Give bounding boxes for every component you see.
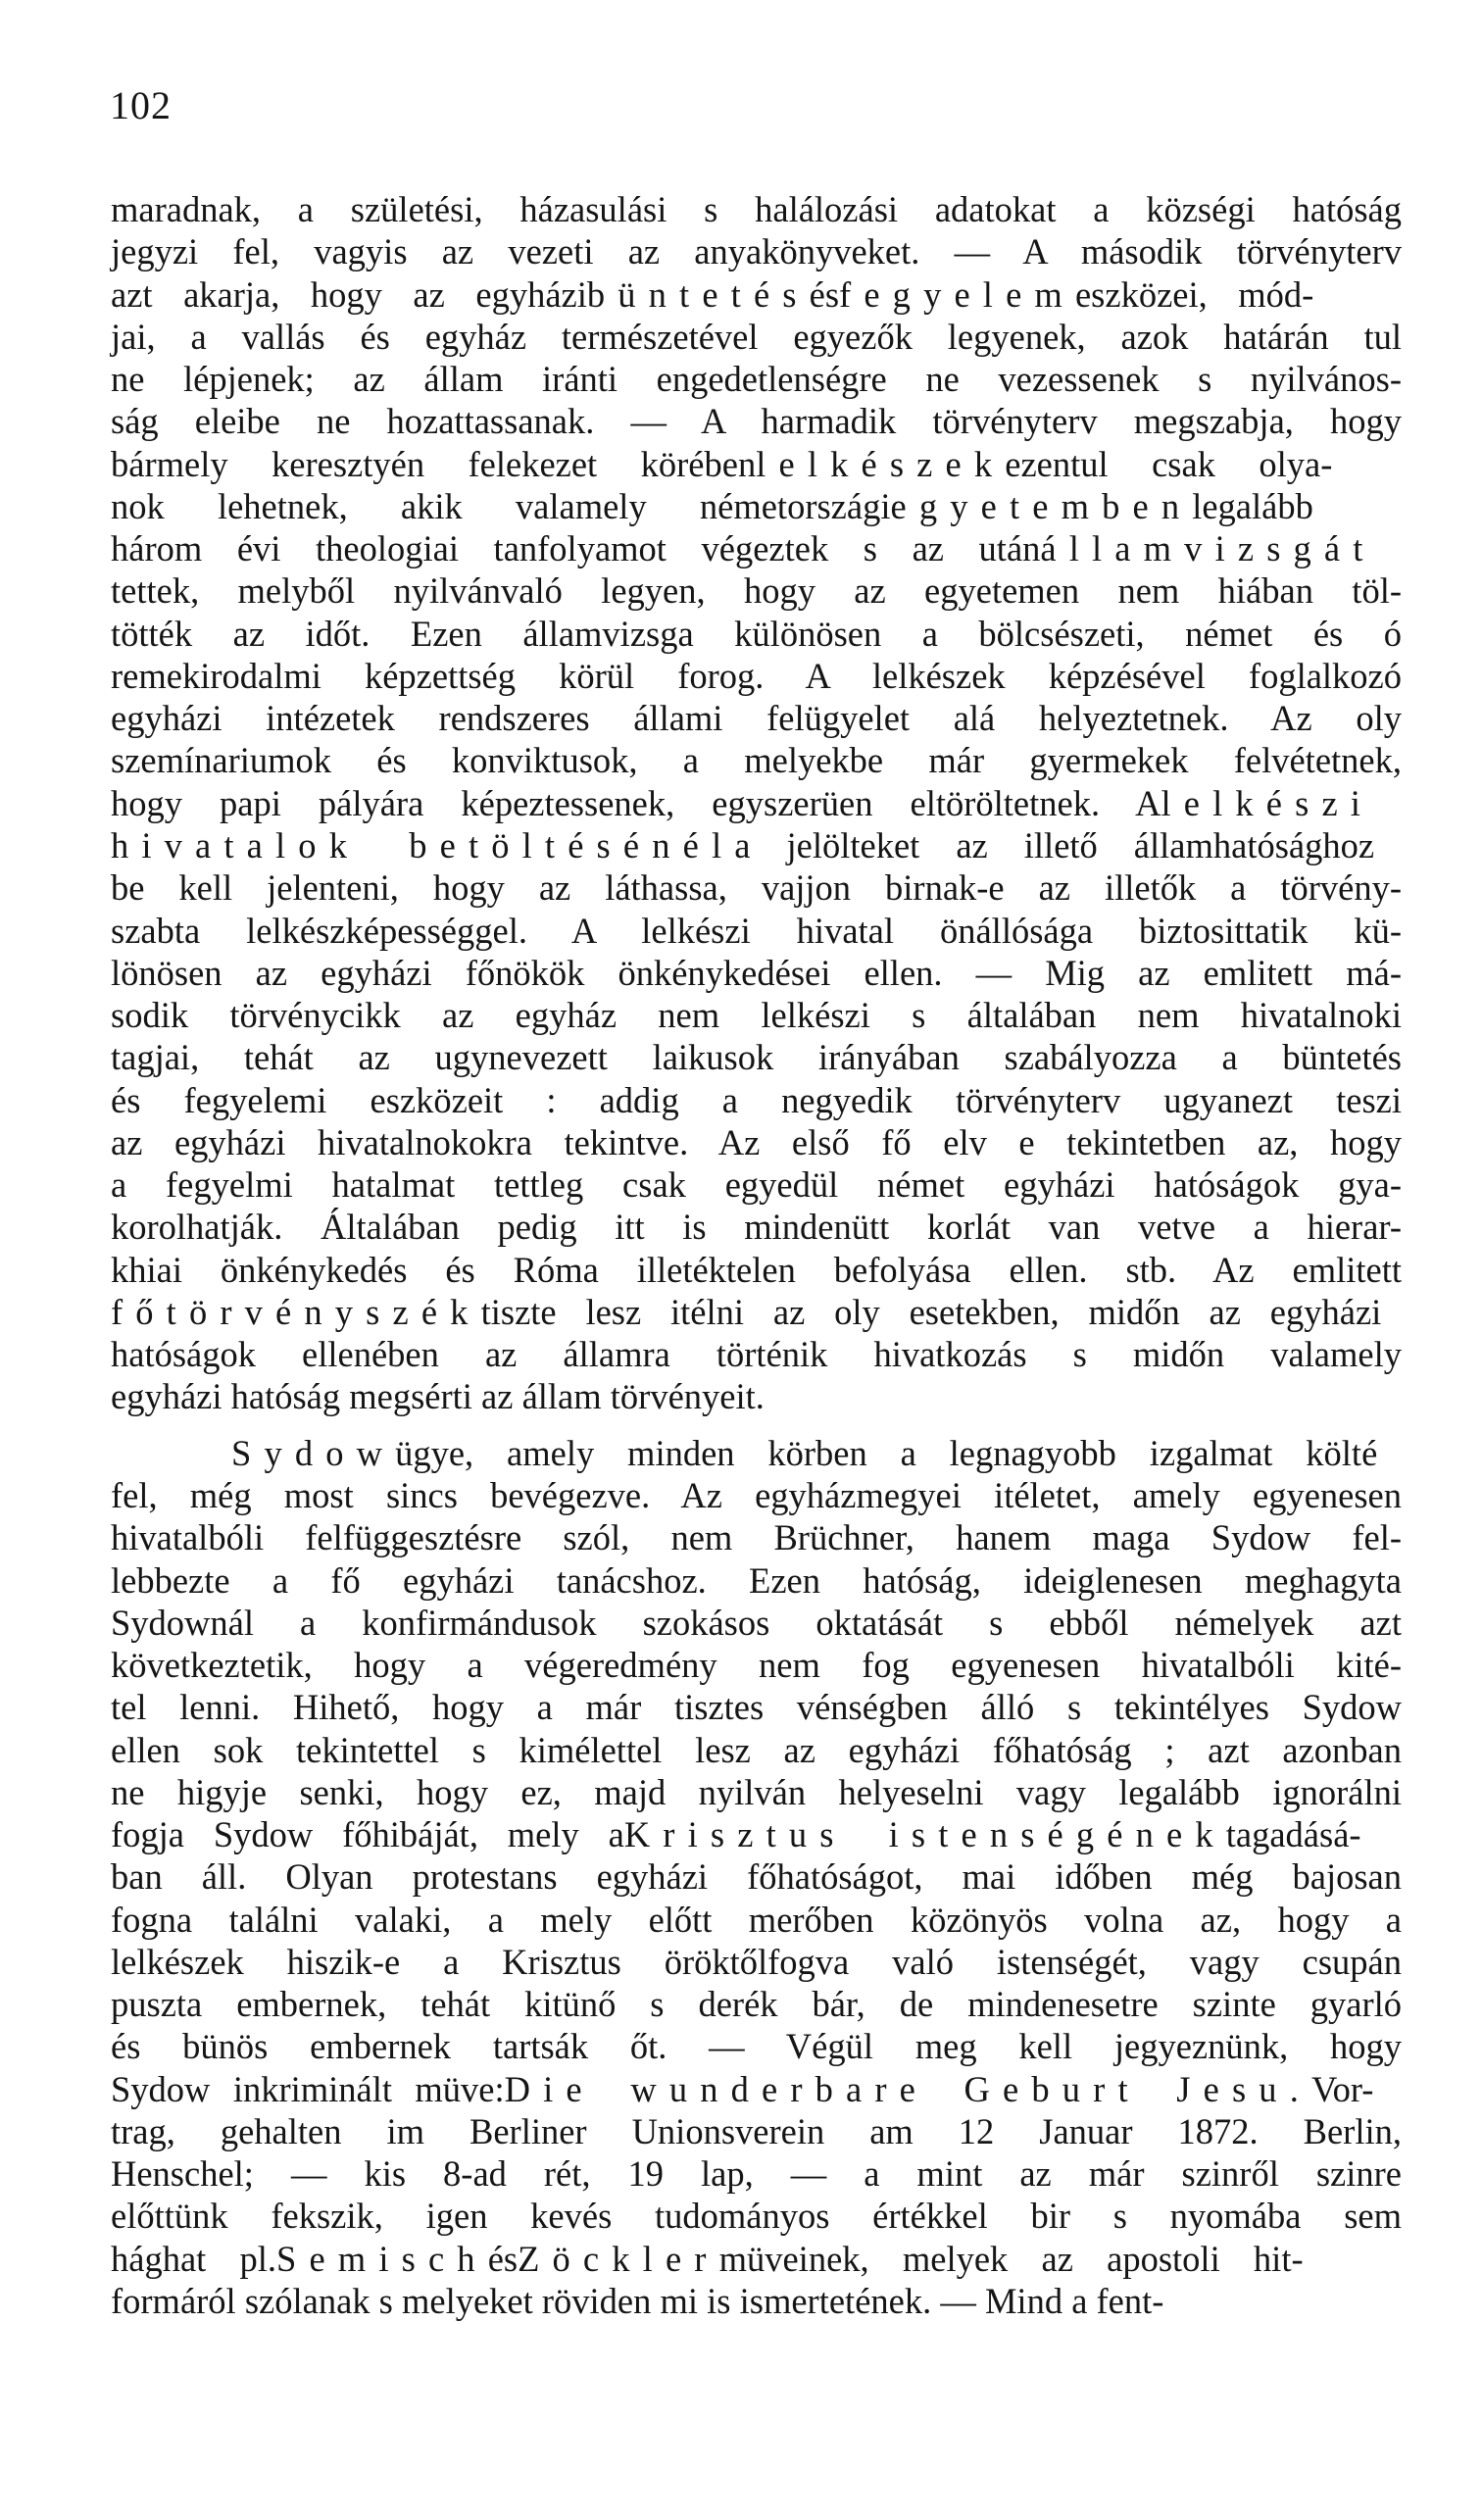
text-run: remekirodalmi képzettség körül forog. A lelkészek képzésével foglalkozó bbox=[111, 655, 1402, 696]
text-run: egyházi hatóság megsérti az állam törvényeit. bbox=[111, 1376, 765, 1417]
spaced-emphasis: államvizsgát bbox=[1040, 528, 1376, 569]
spaced-emphasis: hivatalok betöltésénél bbox=[111, 824, 735, 865]
text-run: tötték az időt. Ezen államvizsga különösen a bölcsészeti, német és ó bbox=[111, 613, 1402, 654]
text-run: Sydow inkriminált müve: bbox=[111, 2068, 505, 2109]
text-run: három évi theologiai tanfolyamot végeztek s az után bbox=[111, 528, 1041, 569]
text-line bbox=[111, 400, 1402, 442]
text-line bbox=[111, 316, 1402, 358]
text-run: tiszte lesz itélni az oly esetekben, midőn az egyházi bbox=[480, 1291, 1382, 1332]
text-line bbox=[111, 1474, 1402, 1516]
spaced-emphasis: főtörvényszék bbox=[111, 1291, 481, 1332]
text-line bbox=[111, 1899, 1402, 1941]
text-line bbox=[111, 1729, 1402, 1771]
text-run: az egyházi hivatalnokokra tekintve. Az első fő elv e tekintetben az, hogy bbox=[111, 1121, 1402, 1162]
text-line bbox=[111, 2195, 1402, 2237]
text-run: puszta embernek, tehát kitünő s derék bár, de mindenesetre szinte gyarló bbox=[111, 1984, 1402, 2025]
text-line bbox=[111, 1559, 1402, 1602]
spaced-emphasis: büntetés bbox=[586, 273, 810, 315]
text-line bbox=[111, 866, 1402, 909]
text-run: Sydownál a konfirmándusok szokásos oktatását s ebből némelyek azt bbox=[111, 1602, 1402, 1643]
text-run: tagjai, tehát az ugynevezett laikusok irányában szabályozza a büntetés bbox=[111, 1037, 1402, 1078]
spaced-emphasis: lelkészi bbox=[1161, 782, 1374, 823]
text-run: korolhatják. Általában pedig itt is mindenütt korlát van vetve a hierar- bbox=[111, 1207, 1402, 1248]
text-run: ne lépjenek; az állam iránti engedetlenségre ne vezessenek s nyilvános- bbox=[111, 359, 1402, 400]
text-line bbox=[111, 1983, 1402, 2025]
text-run: trag, gehalten im Berliner Unionsverein am 12 Januar 1872. Berlin, bbox=[111, 2110, 1402, 2151]
text-line bbox=[111, 273, 1402, 316]
text-run: azt akarja, hogy az egyházi bbox=[111, 273, 587, 315]
text-line bbox=[111, 824, 1402, 866]
spaced-emphasis: fegyelem bbox=[839, 273, 1075, 315]
text-run: és fegyelemi eszközeit : addig a negyedik törvényterv ugyanezt teszi bbox=[111, 1079, 1402, 1120]
page-number: 102 bbox=[110, 83, 172, 127]
text-run: hogy papi pályára képeztessenek, egyszerüen eltöröltetnek. A bbox=[111, 782, 1161, 823]
text-run: müveinek, melyek az apostoli hit- bbox=[718, 2238, 1304, 2279]
text-run: és bünös embernek tartsák őt. — Végül meg kell jegyeznünk, hogy bbox=[111, 2026, 1402, 2067]
spaced-emphasis: lelkészek bbox=[756, 443, 1006, 484]
text-line bbox=[111, 1163, 1402, 1206]
text-run: Vor- bbox=[1310, 2068, 1374, 2109]
text-run: eszközei, mód- bbox=[1074, 273, 1314, 315]
text-run: bármely keresztyén felekezet körében bbox=[111, 443, 757, 484]
text-run: jai, a vallás és egyház természetével egyezők legyenek, azok határán tul bbox=[111, 316, 1402, 357]
text-run: Henschel; — kis 8-ad rét, 19 lap, — a mint az már szinről szinre bbox=[111, 2153, 1402, 2195]
text-line bbox=[111, 952, 1402, 994]
text-run: ne higyje senki, hogy ez, majd nyilván helyeselni vagy legalább ignorálni bbox=[111, 1771, 1402, 1812]
text-run: és bbox=[487, 2238, 519, 2279]
text-line bbox=[111, 910, 1402, 952]
text-line bbox=[111, 358, 1402, 400]
text-line bbox=[111, 1516, 1402, 1558]
text-line bbox=[111, 655, 1402, 697]
text-run: szabta lelkészképességgel. A lelkészi hivatal önállósága biztosittatik kü- bbox=[111, 910, 1402, 951]
text-line bbox=[111, 485, 1402, 527]
text-run: ellen sok tekintettel s kimélettel lesz az egyházi főhatóság ; azt azonban bbox=[111, 1729, 1402, 1770]
text-line bbox=[111, 2152, 1402, 2195]
text-run: lönösen az egyházi főnökök önkénykedései ellen. — Mig az emlitett má- bbox=[111, 952, 1402, 993]
text-run: nok lehetnek, akik valamely németországi bbox=[111, 485, 891, 526]
text-run: fogna találni valaki, a mely előtt merőben közönyös volna az, hogy a bbox=[111, 1899, 1402, 1940]
text-line bbox=[111, 613, 1402, 655]
text-run: fogja Sydow főhibáját, mely a bbox=[111, 1814, 624, 1855]
text-line bbox=[111, 1206, 1402, 1248]
text-line bbox=[111, 569, 1402, 612]
text-line bbox=[111, 1121, 1402, 1163]
text-line bbox=[111, 1375, 1402, 1417]
text-run: ság eleibe ne hozattassanak. — A harmadik törvényterv megszabja, hogy bbox=[111, 401, 1402, 442]
text-line bbox=[111, 697, 1402, 739]
text-line bbox=[111, 1686, 1402, 1728]
spaced-emphasis: egyetemben bbox=[890, 485, 1193, 526]
text-run: és bbox=[809, 273, 840, 315]
text-line bbox=[111, 1602, 1402, 1644]
text-line bbox=[111, 2068, 1402, 2110]
text-line bbox=[111, 2280, 1402, 2322]
spaced-emphasis: Semisch bbox=[276, 2238, 488, 2279]
text-line bbox=[111, 1249, 1402, 1291]
text-line bbox=[111, 1644, 1402, 1686]
text-line bbox=[111, 527, 1402, 569]
text-run: jegyzi fel, vagyis az vezeti az anyakönyveket. — A második törvényterv bbox=[111, 231, 1402, 272]
text-run: ban áll. Olyan protestans egyházi főhatóságot, mai időben még bajosan bbox=[111, 1856, 1402, 1898]
text-run: ügye, amely minden körben a legnagyobb izgalmat költé bbox=[395, 1432, 1378, 1473]
text-run: sodik törvénycikk az egyház nem lelkészi s általában nem hivatalnoki bbox=[111, 995, 1402, 1036]
text-line bbox=[111, 2025, 1402, 2067]
text-line bbox=[111, 1432, 1402, 1474]
text-run: hivatalbóli felfüggesztésre szól, nem Brüchner, hanem maga Sydow fel- bbox=[111, 1517, 1402, 1558]
text-run: legalább bbox=[1192, 485, 1313, 526]
text-run: szemínariumok és konviktusok, a melyekbe már gyermekek felvétetnek, bbox=[111, 740, 1402, 781]
text-line bbox=[111, 1771, 1402, 1813]
text-line bbox=[111, 2238, 1402, 2280]
text-run: khiai önkénykedés és Róma illetéktelen befolyása ellen. stb. Az emlitett bbox=[111, 1249, 1402, 1290]
text-run: tel lenni. Hihető, hogy a már tisztes vénségben álló s tekintélyes Sydow bbox=[111, 1687, 1402, 1728]
body-text bbox=[111, 188, 1402, 2322]
text-run: tettek, melyből nyilvánvaló legyen, hogy az egyetemen nem hiában töl- bbox=[111, 570, 1402, 612]
text-run: hatóságok ellenében az államra történik hivatkozás s midőn valamely bbox=[111, 1334, 1402, 1375]
spaced-emphasis: Krisztus istenségének bbox=[623, 1814, 1226, 1855]
text-run: előttünk fekszik, igen kevés tudományos értékkel bir s nyomába sem bbox=[111, 2196, 1402, 2237]
text-run: lelkészek hiszik-e a Krisztus öröktőlfogva való istenségét, vagy csupán bbox=[111, 1941, 1402, 1982]
text-run: a jelölteket az illető államhatósághoz bbox=[734, 824, 1375, 865]
text-run: egyházi intézetek rendszeres állami felügyelet alá helyeztetnek. Az oly bbox=[111, 698, 1402, 739]
text-line bbox=[111, 1855, 1402, 1898]
text-line bbox=[111, 2110, 1402, 2152]
text-run: formáról szólanak s melyeket röviden mi is ismertetének. — Mind a fent- bbox=[111, 2281, 1164, 2322]
text-line bbox=[111, 1941, 1402, 1983]
text-run: következtetik, hogy a végeredmény nem fog egyenesen hivatalbóli kité- bbox=[111, 1645, 1402, 1686]
text-line bbox=[111, 188, 1402, 230]
text-run: fel, még most sincs bevégezve. Az egyházmegyei itéletet, amely egyenesen bbox=[111, 1474, 1402, 1515]
text-run: hághat pl. bbox=[111, 2238, 277, 2279]
spaced-emphasis: Sydow bbox=[231, 1432, 396, 1473]
text-line bbox=[111, 1333, 1402, 1375]
text-line bbox=[111, 443, 1402, 485]
text-run: maradnak, a születési, házasulási s halálozási adatokat a községi hatóság bbox=[111, 189, 1402, 229]
text-run: ezentul csak olya- bbox=[1005, 443, 1333, 484]
spaced-emphasis: Zöckler bbox=[518, 2238, 719, 2279]
text-line bbox=[111, 1079, 1402, 1121]
text-run: lebbezte a fő egyházi tanácshoz. Ezen hatóság, ideiglenesen meghagyta bbox=[111, 1559, 1402, 1601]
text-line bbox=[111, 994, 1402, 1036]
text-run: be kell jelenteni, hogy az láthassa, vajjon birnak-e az illetők a törvény- bbox=[111, 867, 1402, 909]
spaced-emphasis: Die wunderbare Geburt Jesu. bbox=[504, 2068, 1311, 2109]
text-run: a fegyelmi hatalmat tettleg csak egyedül német egyházi hatóságok gya- bbox=[111, 1164, 1402, 1206]
text-line bbox=[111, 230, 1402, 272]
text-line bbox=[111, 1291, 1402, 1333]
text-line bbox=[111, 1813, 1402, 1855]
text-line bbox=[111, 782, 1402, 824]
text-line bbox=[111, 1036, 1402, 1078]
text-run: tagadásá- bbox=[1225, 1814, 1361, 1855]
text-line bbox=[111, 739, 1402, 781]
